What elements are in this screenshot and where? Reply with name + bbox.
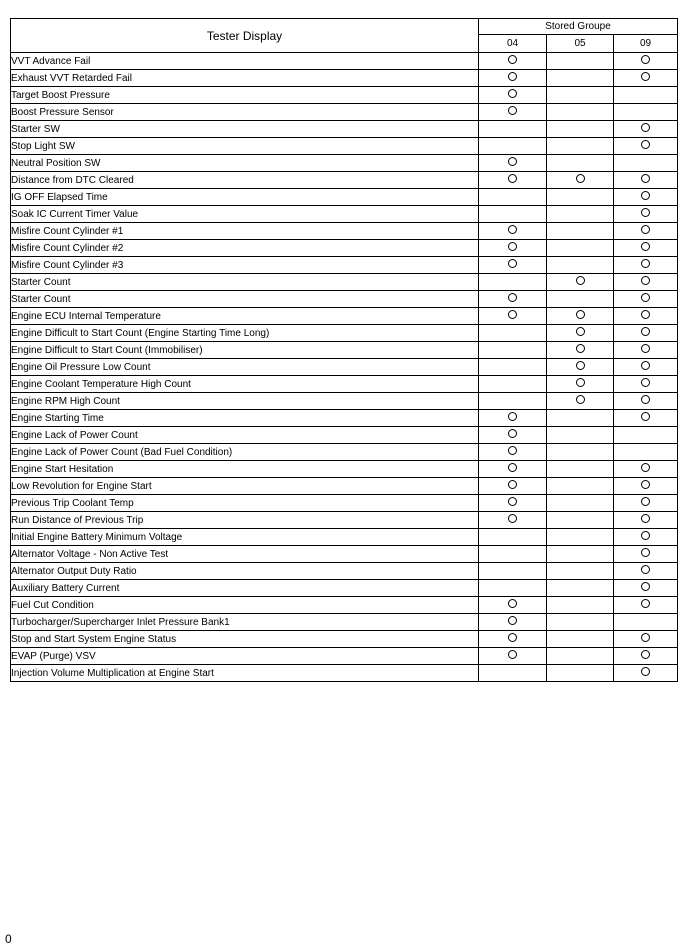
tester-display-cell: Engine Coolant Temperature High Count (11, 376, 479, 393)
circle-icon (641, 599, 650, 608)
table-row (11, 648, 678, 665)
table-row (11, 359, 678, 376)
circle-icon (641, 650, 650, 659)
group-04-cell (479, 172, 547, 189)
table-row (11, 529, 678, 546)
circle-icon (508, 412, 517, 421)
group-09-cell (614, 274, 678, 291)
group-09-cell (614, 342, 678, 359)
circle-icon (508, 446, 517, 455)
circle-icon (641, 582, 650, 591)
tester-display-cell: Injection Volume Multiplication at Engine Start (11, 665, 479, 682)
tester-display-cell: Engine Lack of Power Count (Bad Fuel Condition) (11, 444, 479, 461)
group-05-cell (547, 274, 614, 291)
tester-display-cell: Exhaust VVT Retarded Fail (11, 70, 479, 87)
tester-display-cell: Previous Trip Coolant Temp (11, 495, 479, 512)
tester-display-cell: VVT Advance Fail (11, 53, 479, 70)
group-04-header: 04 (479, 35, 547, 53)
group-05-cell (547, 342, 614, 359)
group-05-cell (547, 223, 614, 240)
circle-icon (641, 242, 650, 251)
circle-icon (641, 361, 650, 370)
group-05-cell (547, 138, 614, 155)
circle-icon (641, 191, 650, 200)
circle-icon (576, 344, 585, 353)
group-04-cell (479, 291, 547, 308)
group-09-cell (614, 478, 678, 495)
tester-display-cell: Alternator Output Duty Ratio (11, 563, 479, 580)
circle-icon (508, 429, 517, 438)
group-04-cell (479, 563, 547, 580)
table-row (11, 223, 678, 240)
group-05-cell (547, 121, 614, 138)
circle-icon (641, 259, 650, 268)
group-05-cell (547, 410, 614, 427)
group-09-cell (614, 206, 678, 223)
tester-display-cell: Engine ECU Internal Temperature (11, 308, 479, 325)
group-09-cell (614, 189, 678, 206)
circle-icon (641, 378, 650, 387)
circle-icon (508, 89, 517, 98)
group-05-cell (547, 172, 614, 189)
circle-icon (641, 463, 650, 472)
group-05-cell (547, 291, 614, 308)
table-row (11, 546, 678, 563)
group-05-cell (547, 563, 614, 580)
table-row (11, 495, 678, 512)
group-09-cell (614, 53, 678, 70)
group-09-cell (614, 257, 678, 274)
table-row (11, 70, 678, 87)
circle-icon (508, 242, 517, 251)
table-row (11, 121, 678, 138)
table-row (11, 308, 678, 325)
group-04-cell (479, 427, 547, 444)
group-04-cell (479, 478, 547, 495)
circle-icon (641, 208, 650, 217)
group-09-cell (614, 308, 678, 325)
tester-display-cell: Alternator Voltage - Non Active Test (11, 546, 479, 563)
group-05-cell (547, 461, 614, 478)
circle-icon (508, 497, 517, 506)
tester-display-cell: Engine Lack of Power Count (11, 427, 479, 444)
table-row (11, 155, 678, 172)
group-04-cell (479, 138, 547, 155)
circle-icon (641, 72, 650, 81)
group-04-cell (479, 359, 547, 376)
tester-display-cell: Starter Count (11, 291, 479, 308)
table-row (11, 240, 678, 257)
group-05-header: 05 (547, 35, 614, 53)
group-04-cell (479, 580, 547, 597)
group-05-cell (547, 393, 614, 410)
table-row (11, 512, 678, 529)
group-04-cell (479, 648, 547, 665)
tester-display-cell: Misfire Count Cylinder #2 (11, 240, 479, 257)
circle-icon (508, 463, 517, 472)
group-09-header: 09 (614, 35, 678, 53)
table-row (11, 274, 678, 291)
circle-icon (508, 633, 517, 642)
table-row (11, 614, 678, 631)
circle-icon (641, 514, 650, 523)
table-row (11, 138, 678, 155)
circle-icon (641, 310, 650, 319)
group-04-cell (479, 121, 547, 138)
circle-icon (641, 293, 650, 302)
circle-icon (576, 276, 585, 285)
group-09-cell (614, 580, 678, 597)
circle-icon (576, 327, 585, 336)
circle-icon (641, 225, 650, 234)
circle-icon (641, 174, 650, 183)
group-05-cell (547, 308, 614, 325)
tester-display-cell: Engine Oil Pressure Low Count (11, 359, 479, 376)
group-04-cell (479, 87, 547, 104)
group-04-cell (479, 597, 547, 614)
group-09-cell (614, 495, 678, 512)
circle-icon (508, 310, 517, 319)
table-row (11, 665, 678, 682)
tester-display-cell: Target Boost Pressure (11, 87, 479, 104)
group-09-cell (614, 87, 678, 104)
table-row (11, 257, 678, 274)
tester-display-cell: Neutral Position SW (11, 155, 479, 172)
circle-icon (508, 480, 517, 489)
tester-display-cell: Engine RPM High Count (11, 393, 479, 410)
table-row (11, 461, 678, 478)
group-04-cell (479, 53, 547, 70)
group-05-cell (547, 597, 614, 614)
group-05-cell (547, 512, 614, 529)
group-09-cell (614, 444, 678, 461)
circle-icon (641, 633, 650, 642)
group-09-cell (614, 359, 678, 376)
group-09-cell (614, 546, 678, 563)
circle-icon (641, 123, 650, 132)
group-09-cell (614, 410, 678, 427)
group-04-cell (479, 529, 547, 546)
table-row (11, 427, 678, 444)
group-05-cell (547, 206, 614, 223)
group-05-cell (547, 189, 614, 206)
group-05-cell (547, 240, 614, 257)
tester-display-cell: Engine Difficult to Start Count (Immobiliser) (11, 342, 479, 359)
table-row (11, 87, 678, 104)
table-row (11, 189, 678, 206)
circle-icon (508, 106, 517, 115)
group-05-cell (547, 155, 614, 172)
stored-groupe-header: Stored Groupe (479, 19, 678, 35)
group-09-cell (614, 563, 678, 580)
circle-icon (641, 395, 650, 404)
group-05-cell (547, 546, 614, 563)
group-05-cell (547, 478, 614, 495)
group-04-cell (479, 325, 547, 342)
circle-icon (508, 293, 517, 302)
group-09-cell (614, 172, 678, 189)
group-04-cell (479, 257, 547, 274)
table-row (11, 104, 678, 121)
circle-icon (641, 327, 650, 336)
tester-display-cell: Initial Engine Battery Minimum Voltage (11, 529, 479, 546)
group-09-cell (614, 631, 678, 648)
tester-display-cell: Engine Difficult to Start Count (Engine Starting Time Long) (11, 325, 479, 342)
group-09-cell (614, 376, 678, 393)
stored-groupe-table (10, 18, 678, 682)
group-05-cell (547, 580, 614, 597)
group-04-cell (479, 376, 547, 393)
tester-display-cell: Stop and Start System Engine Status (11, 631, 479, 648)
group-04-cell (479, 189, 547, 206)
group-05-cell (547, 444, 614, 461)
group-05-cell (547, 631, 614, 648)
circle-icon (576, 310, 585, 319)
group-05-cell (547, 87, 614, 104)
circle-icon (576, 361, 585, 370)
group-09-cell (614, 223, 678, 240)
group-05-cell (547, 665, 614, 682)
tester-display-cell: Fuel Cut Condition (11, 597, 479, 614)
group-09-cell (614, 529, 678, 546)
group-05-cell (547, 529, 614, 546)
page-number: 0 (5, 932, 12, 946)
group-09-cell (614, 240, 678, 257)
circle-icon (576, 174, 585, 183)
tester-display-cell: Turbocharger/Supercharger Inlet Pressure Bank1 (11, 614, 479, 631)
group-05-cell (547, 614, 614, 631)
group-09-cell (614, 427, 678, 444)
group-09-cell (614, 325, 678, 342)
tester-display-cell: Starter SW (11, 121, 479, 138)
group-09-cell (614, 104, 678, 121)
tester-display-cell: Auxiliary Battery Current (11, 580, 479, 597)
group-09-cell (614, 461, 678, 478)
tester-display-cell: Stop Light SW (11, 138, 479, 155)
circle-icon (508, 72, 517, 81)
table-row (11, 172, 678, 189)
tester-display-cell: Low Revolution for Engine Start (11, 478, 479, 495)
tester-display-header: Tester Display (11, 19, 479, 53)
group-04-cell (479, 410, 547, 427)
circle-icon (641, 276, 650, 285)
group-05-cell (547, 104, 614, 121)
tester-display-cell: Distance from DTC Cleared (11, 172, 479, 189)
group-04-cell (479, 546, 547, 563)
circle-icon (576, 395, 585, 404)
tester-display-cell: Engine Starting Time (11, 410, 479, 427)
group-04-cell (479, 665, 547, 682)
circle-icon (508, 514, 517, 523)
circle-icon (508, 174, 517, 183)
group-09-cell (614, 70, 678, 87)
group-09-cell (614, 121, 678, 138)
group-04-cell (479, 512, 547, 529)
group-04-cell (479, 70, 547, 87)
group-04-cell (479, 274, 547, 291)
tester-display-cell: IG OFF Elapsed Time (11, 189, 479, 206)
group-09-cell (614, 138, 678, 155)
group-09-cell (614, 597, 678, 614)
table-row (11, 342, 678, 359)
table-row (11, 478, 678, 495)
circle-icon (508, 650, 517, 659)
table-row (11, 325, 678, 342)
circle-icon (641, 140, 650, 149)
group-04-cell (479, 104, 547, 121)
table-body (11, 53, 678, 682)
group-04-cell (479, 461, 547, 478)
circle-icon (641, 548, 650, 557)
group-05-cell (547, 427, 614, 444)
tester-display-cell: Run Distance of Previous Trip (11, 512, 479, 529)
tester-display-cell: Soak IC Current Timer Value (11, 206, 479, 223)
group-05-cell (547, 257, 614, 274)
table-row (11, 206, 678, 223)
table-row (11, 631, 678, 648)
circle-icon (641, 497, 650, 506)
group-05-cell (547, 70, 614, 87)
circle-icon (508, 225, 517, 234)
circle-icon (641, 531, 650, 540)
circle-icon (576, 378, 585, 387)
group-04-cell (479, 155, 547, 172)
group-05-cell (547, 53, 614, 70)
table-row (11, 291, 678, 308)
table-row (11, 376, 678, 393)
group-04-cell (479, 393, 547, 410)
group-04-cell (479, 308, 547, 325)
group-09-cell (614, 665, 678, 682)
circle-icon (508, 55, 517, 64)
table-row (11, 53, 678, 70)
tester-display-cell: Misfire Count Cylinder #1 (11, 223, 479, 240)
circle-icon (508, 599, 517, 608)
group-04-cell (479, 342, 547, 359)
group-09-cell (614, 614, 678, 631)
group-09-cell (614, 291, 678, 308)
group-04-cell (479, 223, 547, 240)
circle-icon (641, 344, 650, 353)
circle-icon (641, 667, 650, 676)
group-04-cell (479, 444, 547, 461)
table-row (11, 580, 678, 597)
group-09-cell (614, 155, 678, 172)
group-04-cell (479, 240, 547, 257)
circle-icon (641, 55, 650, 64)
group-05-cell (547, 359, 614, 376)
group-05-cell (547, 325, 614, 342)
circle-icon (641, 412, 650, 421)
group-04-cell (479, 614, 547, 631)
group-05-cell (547, 648, 614, 665)
circle-icon (641, 480, 650, 489)
circle-icon (508, 157, 517, 166)
table-row (11, 393, 678, 410)
group-04-cell (479, 631, 547, 648)
circle-icon (508, 616, 517, 625)
tester-display-cell: Starter Count (11, 274, 479, 291)
group-09-cell (614, 512, 678, 529)
group-05-cell (547, 376, 614, 393)
table-row (11, 444, 678, 461)
circle-icon (641, 565, 650, 574)
circle-icon (508, 259, 517, 268)
group-04-cell (479, 206, 547, 223)
group-04-cell (479, 495, 547, 512)
tester-display-cell: EVAP (Purge) VSV (11, 648, 479, 665)
group-09-cell (614, 648, 678, 665)
table-row (11, 563, 678, 580)
group-09-cell (614, 393, 678, 410)
tester-display-cell: Boost Pressure Sensor (11, 104, 479, 121)
table-row (11, 410, 678, 427)
group-05-cell (547, 495, 614, 512)
tester-display-cell: Misfire Count Cylinder #3 (11, 257, 479, 274)
table-row (11, 597, 678, 614)
tester-display-cell: Engine Start Hesitation (11, 461, 479, 478)
